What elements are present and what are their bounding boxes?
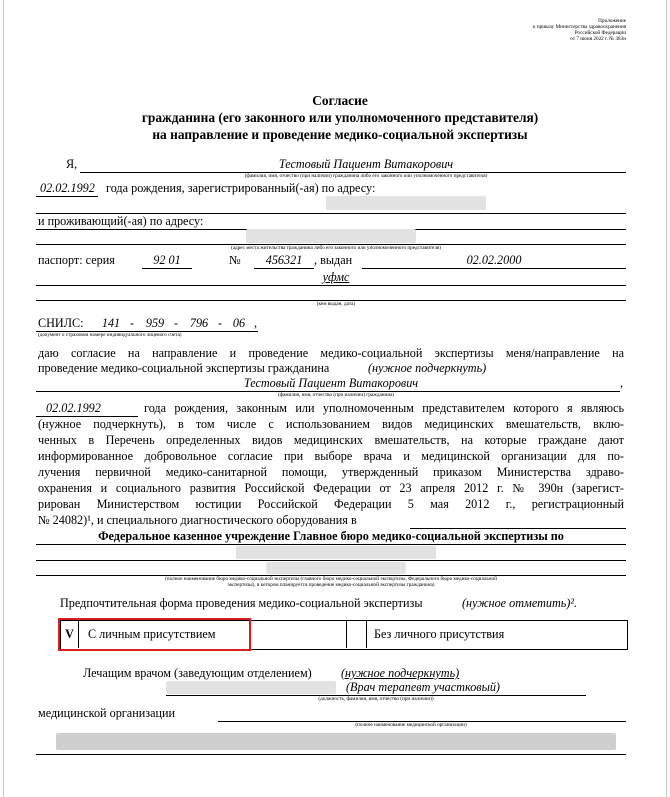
redacted-address-2 [246, 229, 416, 243]
selection-highlight [58, 618, 251, 651]
issued-date-field[interactable]: 02.02.2000 [466, 253, 522, 267]
doctor-org-underline-2 [36, 754, 626, 755]
consent-line-2b: (нужное подчеркнуть) [368, 361, 487, 375]
appendix-line-2: к приказу Министерства здравоохранения [533, 24, 626, 30]
option-2-divider [366, 620, 367, 648]
issued-by-field[interactable]: уфмс [322, 270, 350, 284]
doctor-org-caption: (полное наименование медицинской организации) [355, 722, 467, 728]
appendix-line-1: Приложение [598, 18, 626, 24]
para-line-6: охранения и социального развития Российской Федерации от 23 апреля 2012 г. № 390н (зарегист- [38, 481, 624, 495]
para-line-8: № 24082)¹, и специального диагностического оборудования в [38, 513, 357, 527]
snils-caption: (документ о страховом номере индивидуального лицевого счета) [38, 332, 182, 338]
appendix-line-4: от 7 июня 2022 г. № 383н [570, 36, 626, 42]
snils-label: СНИЛС: [38, 316, 84, 330]
option-with-presence-checkbox[interactable]: V [65, 627, 74, 641]
snils-part-2[interactable]: 959 [145, 316, 165, 330]
snils-dash-2: - [174, 316, 179, 330]
redacted-address-1 [326, 196, 486, 210]
living-text: и проживающий(-ая) по адресу: [38, 214, 204, 228]
document-page [36, 0, 644, 797]
snils-dash-1: - [130, 316, 135, 330]
passport-label: паспорт: серия [38, 253, 115, 267]
doctor-position-field[interactable]: (Врач терапевт участковый) [346, 680, 500, 694]
passport-number-underline [254, 268, 314, 269]
org-caption-1: (полное наименование бюро медико-социальной экспертизы (главного бюро медико-социальной экспертизы, Федерального бюро медико-социальной [165, 576, 497, 582]
birth-text: года рождения, зарегистрированный(-ая) по адресу: [106, 181, 376, 195]
doctor-label-b: (нужное подчеркнуть) [341, 666, 460, 680]
consent-line-1: даю согласие на направление и проведение медико-социальной экспертизы меня/направление на [38, 346, 624, 360]
passport-no-label: № [229, 253, 241, 267]
redacted-org-2 [266, 562, 406, 574]
para-line-4: информированное добровольное согласие при выборе врача и медицинской организации для по- [38, 449, 624, 463]
issued-label: , выдан [314, 253, 353, 267]
address-caption: (адрес места жительства гражданина либо его законного или уполномоченного представителя) [230, 245, 442, 251]
org-name-field[interactable]: Федеральное казенное учреждение Главное бюро медико-социальной экспертизы по [98, 529, 564, 543]
issued-date-underline [362, 268, 626, 269]
citizen-birth-field[interactable]: 02.02.1992 [46, 401, 101, 415]
title-line-2: гражданина (его законного или уполномоченного представителя) [141, 110, 539, 125]
org-underline-2 [36, 560, 626, 561]
snils-dash-3: - [218, 316, 223, 330]
ya-label: Я, [66, 157, 78, 171]
issued-caption: (кем выдан, дата) [316, 301, 356, 307]
title-line-3: на направление и проведение медико-социальной экспертизы [152, 127, 528, 142]
consent-line-2a: проведение медико-социальной экспертизы гражданина [38, 361, 330, 375]
doctor-org-label: медицинской организации [38, 706, 176, 720]
page-frame-right [666, 0, 667, 797]
passport-series-underline [142, 268, 192, 269]
para-line-1: года рождения, законным или уполномоченным представителем которого я являюсь [144, 401, 624, 415]
para-line-5: лучения первичной медико-санитарной помощи, утвержденный приказом Министерства здраво- [38, 465, 624, 479]
patient-name-field[interactable]: Тестовый Пациент Витакорович [278, 157, 454, 171]
birth-date-underline [36, 196, 98, 197]
option-with-presence-label[interactable]: С личным присутствием [88, 627, 216, 641]
option-without-presence-label[interactable]: Без личного присутствия [374, 627, 505, 641]
citizen-comma: , [620, 376, 624, 390]
title-line-1: Согласие [312, 93, 368, 108]
appendix-header [533, 18, 626, 42]
snils-comma: , [254, 316, 258, 330]
document-title [36, 92, 644, 143]
fio-caption: (фамилия, имя, отчество (при наличии) гражданина либо его законного или уполномоченного представителя) [244, 173, 488, 179]
form-pref-b: (нужное отметить)². [462, 596, 578, 610]
passport-number-field[interactable]: 456321 [265, 253, 303, 267]
citizen-name-field[interactable]: Тестовый Пациент Витакорович [243, 376, 419, 390]
citizen-caption: (фамилия, имя, отчество (при наличии) гражданина) [277, 392, 395, 398]
snils-part-1[interactable]: 141 [101, 316, 121, 330]
para-line-7: рирован Министерством юстиции Российской Федерации 5 мая 2012 г., регистрационный [38, 497, 624, 511]
doctor-position-caption: (должность, фамилия, имя, отчество (при наличии)) [318, 696, 434, 702]
para-line-3: ченных в Перечень определенных видов медицинских вмешательств, на которые граждане дают [38, 433, 624, 447]
issued-by-underline [36, 285, 626, 286]
redacted-org-1 [236, 546, 436, 559]
birth-date-field[interactable]: 02.02.1992 [40, 181, 95, 195]
redacted-doctor-org [56, 733, 616, 750]
page-frame-left [3, 0, 4, 797]
para-line-2: (нужное подчеркнуть), в том числе с использованием видов медицинских вмешательств, вклю- [38, 417, 624, 431]
snils-part-3[interactable]: 796 [189, 316, 209, 330]
appendix-line-3: Российской Федерации [574, 30, 626, 36]
redacted-doctor-name [166, 681, 336, 694]
form-pref-a: Предпочтительная форма проведения медико-социальной экспертизы [60, 596, 423, 610]
passport-series-field[interactable]: 92 01 [153, 253, 181, 267]
org-underline-1 [36, 544, 626, 545]
org-caption-2: экспертизы), в котором планируется проведение медико-социальной экспертизы гражданина) [227, 582, 435, 588]
snils-part-4[interactable]: 06 [232, 316, 246, 330]
options-mid-divider [346, 620, 347, 648]
doctor-label-a: Лечащим врачом (заведующим отделением) [83, 666, 312, 680]
